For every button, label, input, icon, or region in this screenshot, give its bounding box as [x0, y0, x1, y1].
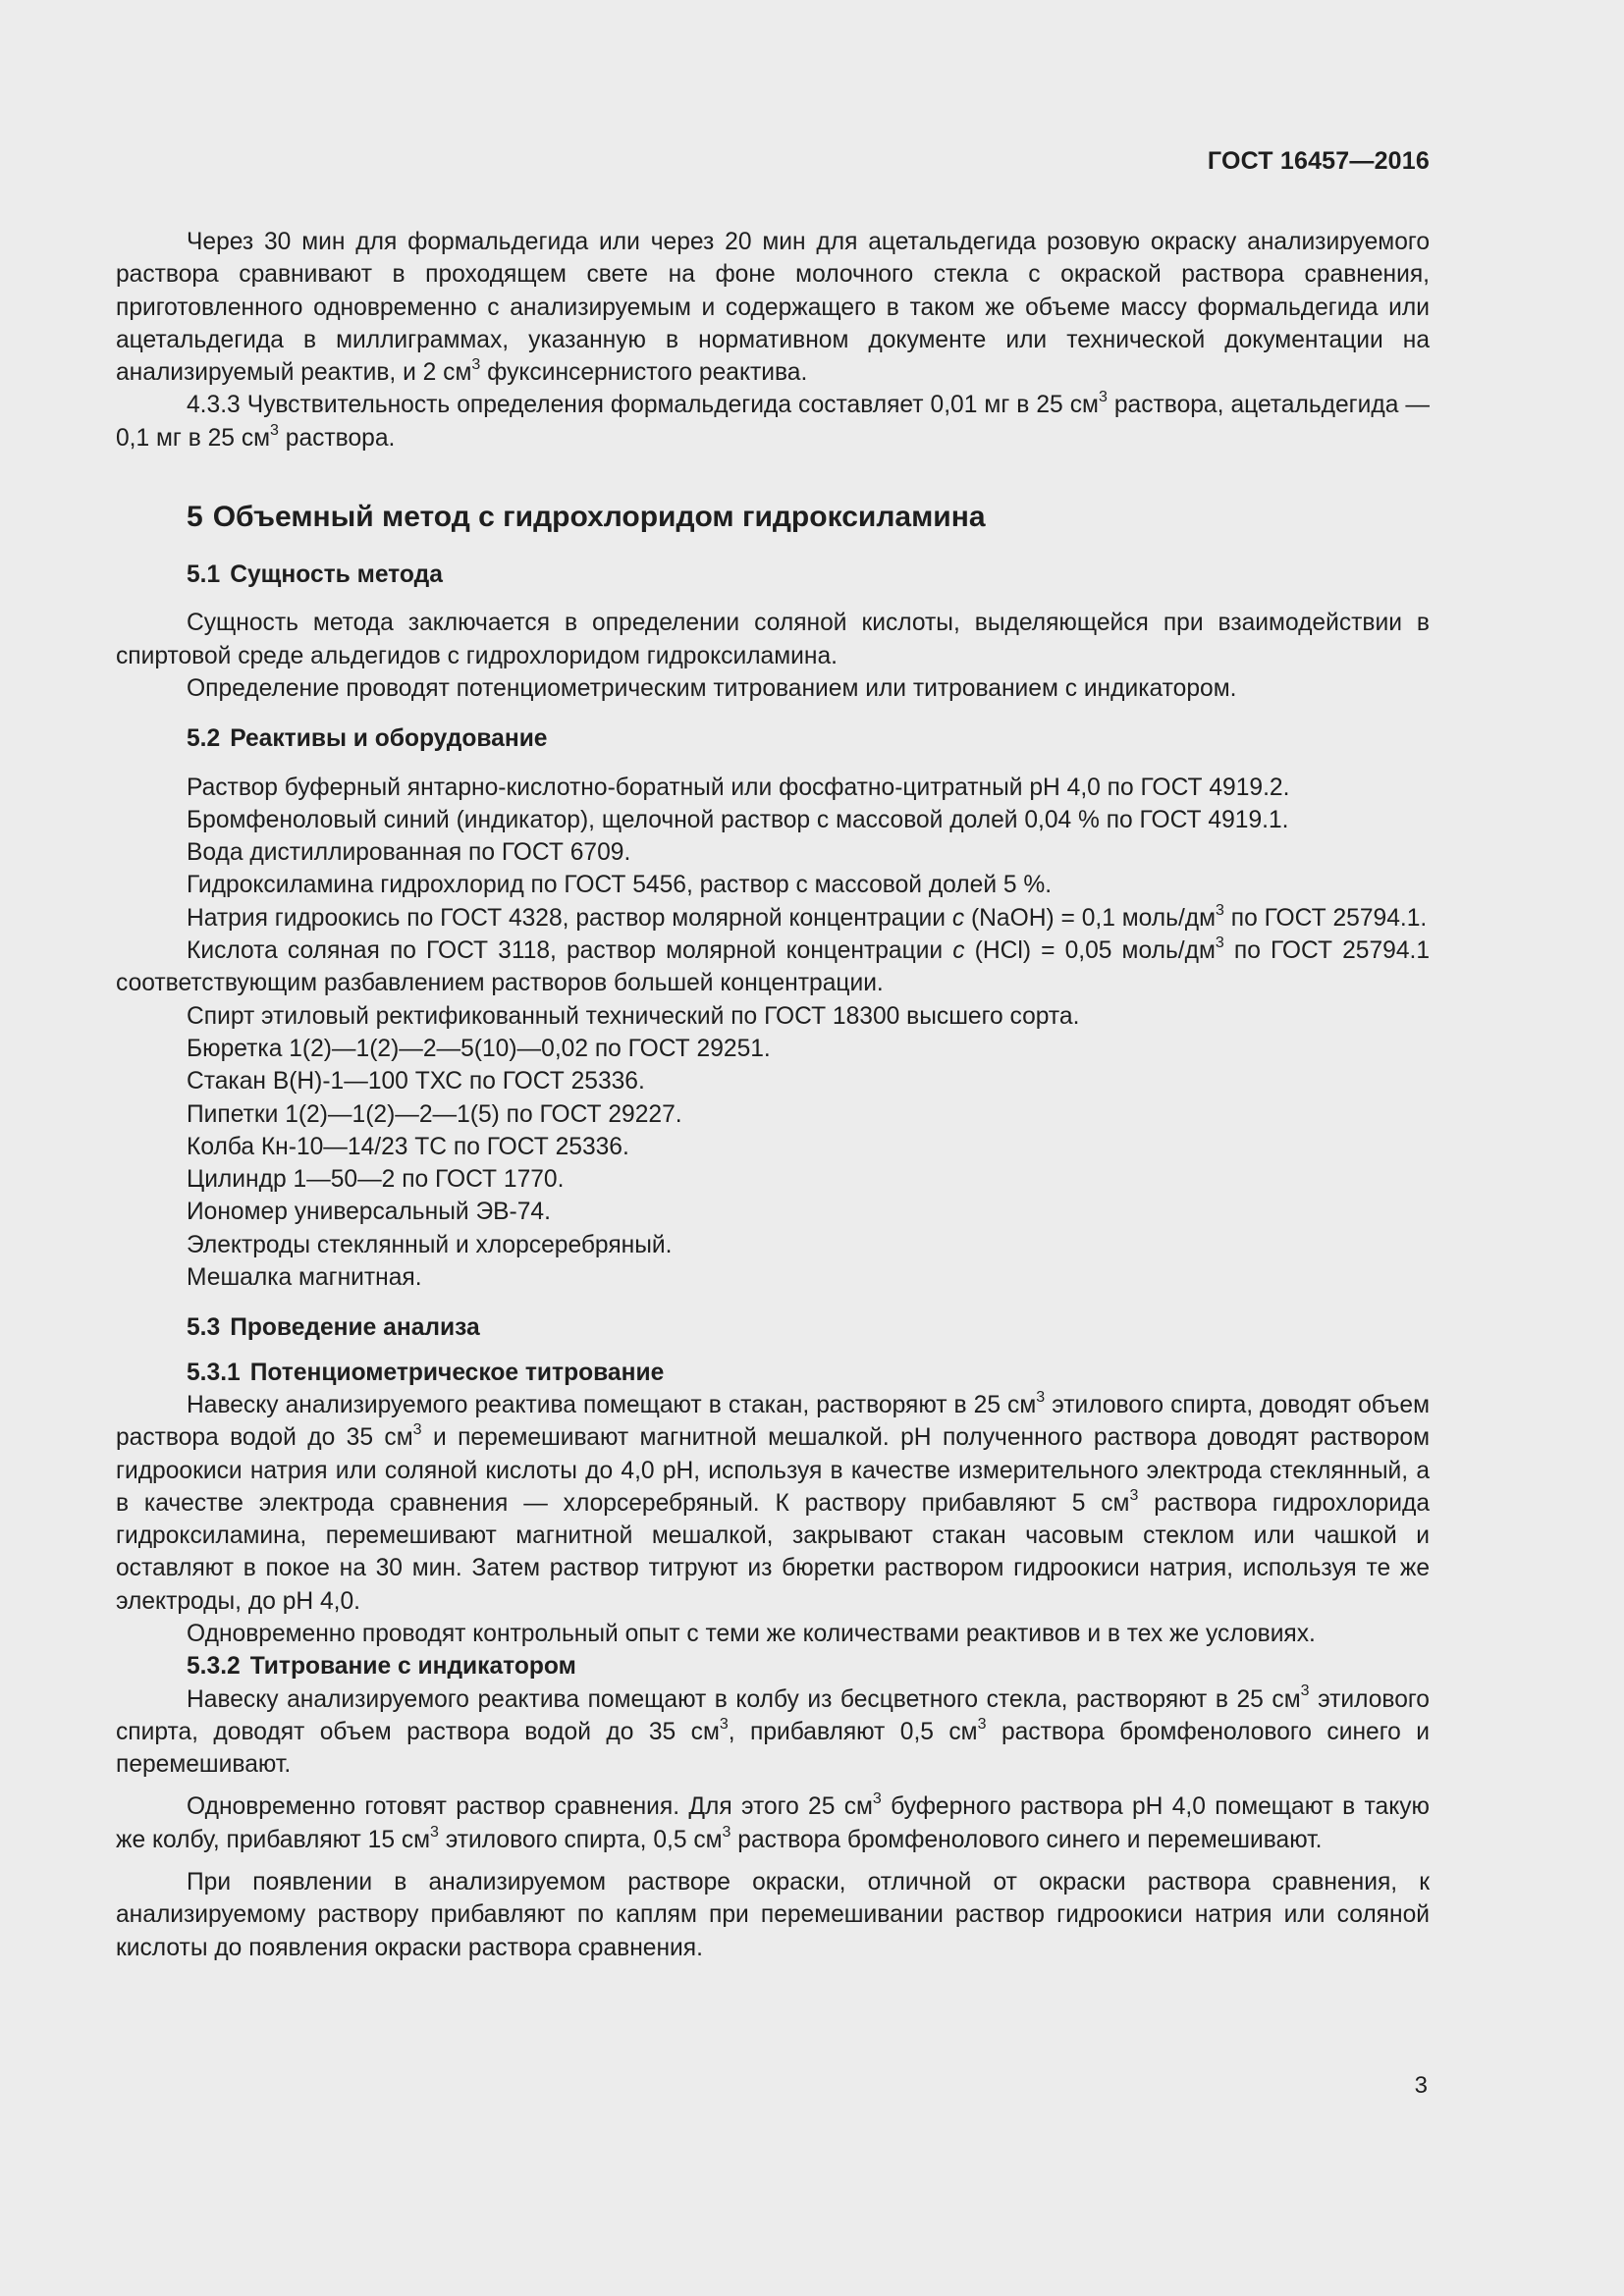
paragraph: Одновременно готовят раствор сравнения. Для этого 25 $см^3$ буферного раствора pH 4,0 помещают в такую же колбу, прибавляют 15 $см^3$ этилового спирта, 0,5 $см^3$ раствора бромфенолового синего и перемешивают.: [116, 1790, 1430, 1853]
paragraph: Определение проводят потенциометрическим титрованием или титрованием с индикатором.: [187, 674, 1237, 702]
clause-4-3-3: 4.3.3 Чувствительность определения формальдегида составляет 0,01 мг в 25 $см^3$ раствора, ацетальдегида — 0,1 мг в 25 $см^3$ раствора.: [116, 389, 1430, 452]
list-item: Иономер универсальный ЭВ-74.: [187, 1199, 551, 1226]
paragraph: Одновременно проводят контрольный опыт с теми же количествами реактивов и в тех же условиях.: [187, 1620, 1316, 1647]
page-body: [116, 226, 1430, 1964]
list-item: Раствор буферный янтарно-кислотно-боратный или фосфатно-цитратный pH 4,0 по ГОСТ 4919.2.: [187, 774, 1290, 801]
list-item: Натрия гидроокись по ГОСТ 4328, раствор молярной концентрации c (NaOH) = 0,1 моль/$дм^3$ по ГОСТ 25794.1.: [187, 901, 1428, 932]
list-item: Стакан В(Н)-1—100 ТХС по ГОСТ 25336.: [187, 1068, 645, 1095]
subsection-heading: 5.2 Реактивы и оборудование: [187, 725, 548, 753]
section-heading: 5 Объемный метод с гидрохлоридом гидроксиламина: [187, 501, 986, 534]
list-item: Бюретка 1(2)—1(2)—2—5(10)—0,02 по ГОСТ 29251.: [187, 1035, 771, 1062]
document-id: ГОСТ 16457—2016: [1207, 147, 1430, 175]
list-item: Мешалка магнитная.: [187, 1264, 422, 1292]
paragraph: Через 30 мин для формальдегида или через 20 мин для ацетальдегида розовую окраску анализируемого раствора сравнивают в проходящем свете на фоне молочного стекла с окраской раствора сравнения, приготовленного одновременно с анализируемым и содержащего в таком же объеме массу формальдегида или ацетальдегида в миллиграммах, указанную в нормативном документе или технической документации на анализируемый реактив, и 2 $см^3$ фуксинсернистого реактива.: [116, 229, 1430, 387]
list-item: Колба Кн-10—14/23 ТС по ГОСТ 25336.: [187, 1133, 629, 1160]
subsection-heading: 5.3 Проведение анализа: [187, 1314, 480, 1342]
reagent-list: [116, 772, 1430, 1295]
subsubsection-heading: 5.3.2 Титрование с индикатором: [187, 1653, 576, 1681]
list-item: Цилиндр 1—50—2 по ГОСТ 1770.: [187, 1166, 565, 1194]
paragraph: Навеску анализируемого реактива помещают в стакан, растворяют в 25 $см^3$ этилового спирта, доводят объем раствора водой до 35 $см^3$ и перемешивают магнитной мешалкой. pH полученного раствора доводят раствором гидроокиси натрия или соляной кислоты до 4,0 pH, используя в качестве измерительного электрода стеклянный, а в качестве электрода сравнения — хлорсеребряный. К раствору прибавляют 5 $см^3$ раствора гидрохлорида гидроксиламина, перемешивают магнитной мешалкой, закрывают стакан часовым стеклом или чашкой и оставляют в покое на 30 мин. Затем раствор титруют из бюретки раствором гидроокиси натрия, используя те же электроды, до pH 4,0.: [116, 1388, 1431, 1615]
list-item: Электроды стеклянный и хлорсеребряный.: [187, 1231, 673, 1258]
paragraph: При появлении в анализируемом растворе окраски, отличной от окраски раствора сравнения, к анализируемому раствору прибавляют по каплям при перемешивании раствор гидроокиси натрия или соляной кислоты до появления окраски раствора сравнения.: [116, 1869, 1430, 1961]
list-item: Гидроксиламина гидрохлорид по ГОСТ 5456, раствор с массовой долей 5 %.: [187, 872, 1053, 899]
subsection-heading: 5.1 Сущность метода: [187, 561, 443, 589]
list-item: Спирт этиловый ректификованный технический по ГОСТ 18300 высшего сорта.: [187, 1002, 1080, 1030]
list-item: Бромфеноловый синий (индикатор), щелочной раствор с массовой долей 0,04 % по ГОСТ 4919.1.: [187, 806, 1289, 833]
list-item: Кислота соляная по ГОСТ 3118, раствор молярной концентрации c (HCl) = 0,05 моль/$дм^3$ по ГОСТ 25794.1 соответствующим разбавлением растворов большей концентрации.: [116, 934, 1431, 997]
list-item: Вода дистиллированная по ГОСТ 6709.: [187, 839, 631, 867]
paragraph: Навеску анализируемого реактива помещают в колбу из бесцветного стекла, растворяют в 25 $см^3$ этилового спирта, доводят объем раствора водой до 35 $см^3$, прибавляют 0,5 $см^3$ раствора бромфенолового синего и перемешивают.: [116, 1682, 1430, 1779]
subsubsection-heading: 5.3.1 Потенциометрическое титрование: [187, 1359, 665, 1386]
paragraph: Сущность метода заключается в определении соляной кислоты, выделяющейся при взаимодействии в спиртовой среде альдегидов с гидрохлоридом гидроксиламина.: [116, 610, 1430, 669]
list-item: Пипетки 1(2)—1(2)—2—1(5) по ГОСТ 29227.: [187, 1100, 682, 1128]
page-number: 3: [1414, 2072, 1428, 2099]
